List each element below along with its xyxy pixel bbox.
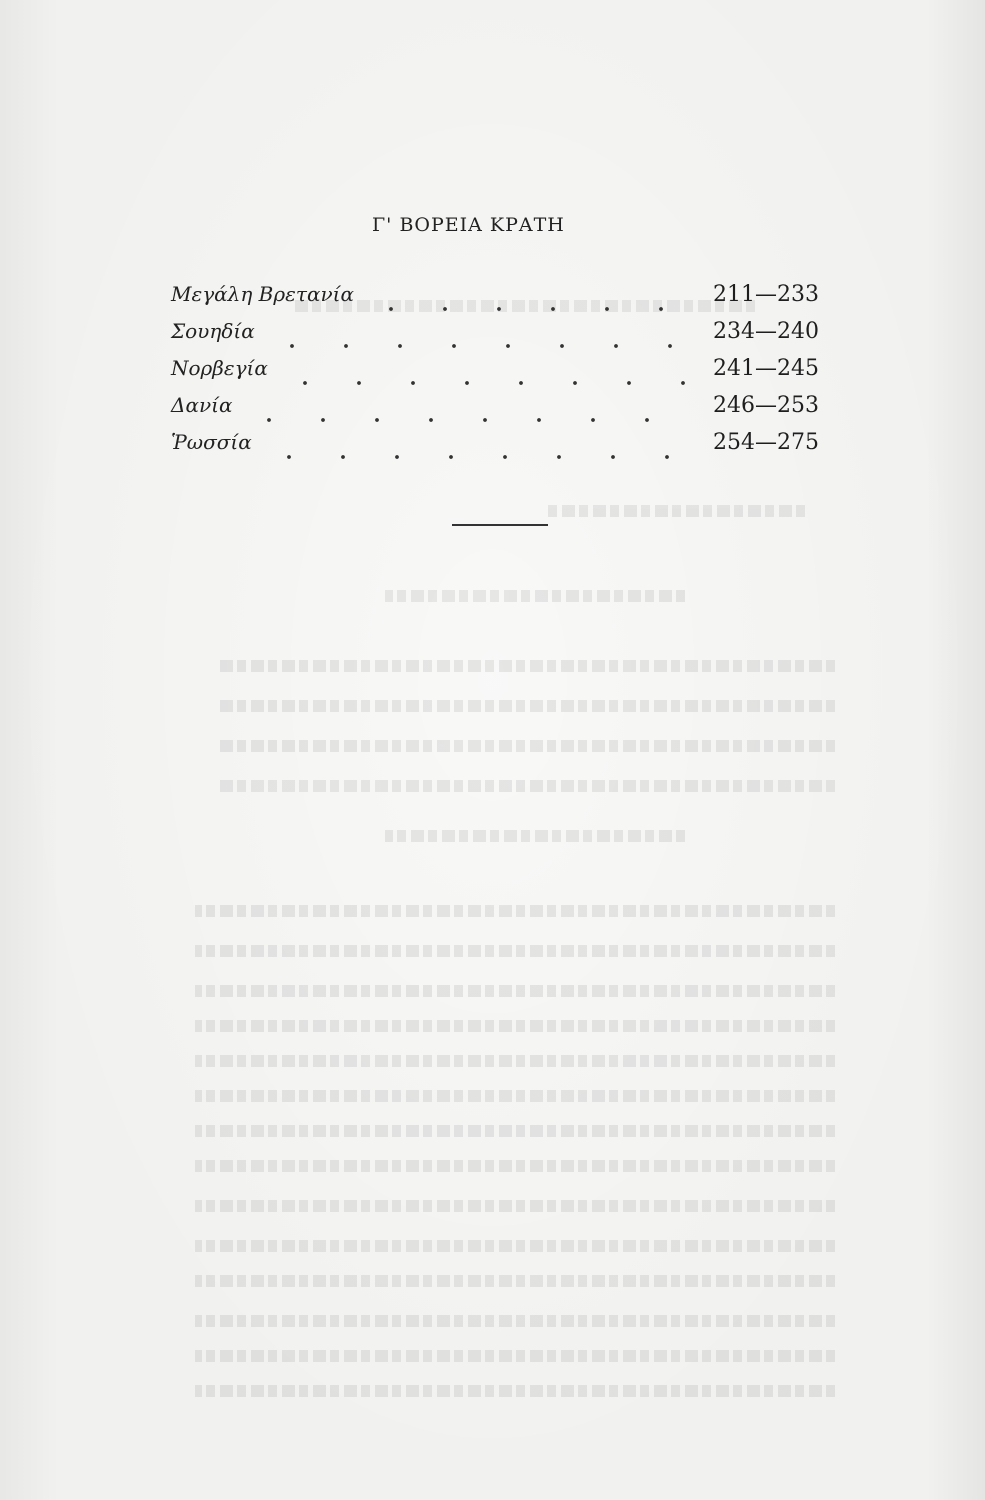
toc-entry-name: Ῥωσσία — [171, 430, 252, 454]
toc-entry-pages: 234—240 — [713, 319, 819, 344]
toc-entry-name: Σουηδία — [171, 319, 255, 343]
toc-entry-name: Δανία — [171, 393, 233, 417]
dot-leader — [265, 343, 699, 349]
dot-leader — [262, 454, 699, 460]
toc-entry-russia — [171, 430, 841, 467]
toc-entry-pages: 246—253 — [713, 393, 819, 418]
dot-leader — [278, 380, 699, 386]
toc-entry-pages: 254—275 — [713, 430, 819, 455]
toc-entry-name: Μεγάλη Βρετανία — [171, 282, 354, 306]
toc-entry-sweden — [171, 319, 841, 356]
section-divider — [452, 524, 548, 526]
toc-entry-norway — [171, 356, 841, 393]
toc-entry-denmark — [171, 393, 841, 430]
section-heading: Γ' ΒΟΡΕΙΑ ΚΡΑΤΗ — [372, 214, 565, 236]
toc-entry-pages: 211—233 — [713, 282, 819, 307]
toc-entry-great-britain — [171, 282, 841, 319]
table-of-contents — [171, 282, 841, 467]
toc-entry-name: Νορβεγία — [171, 356, 268, 380]
toc-entry-pages: 241—245 — [713, 356, 819, 381]
dot-leader — [364, 306, 699, 312]
dot-leader — [242, 417, 699, 423]
